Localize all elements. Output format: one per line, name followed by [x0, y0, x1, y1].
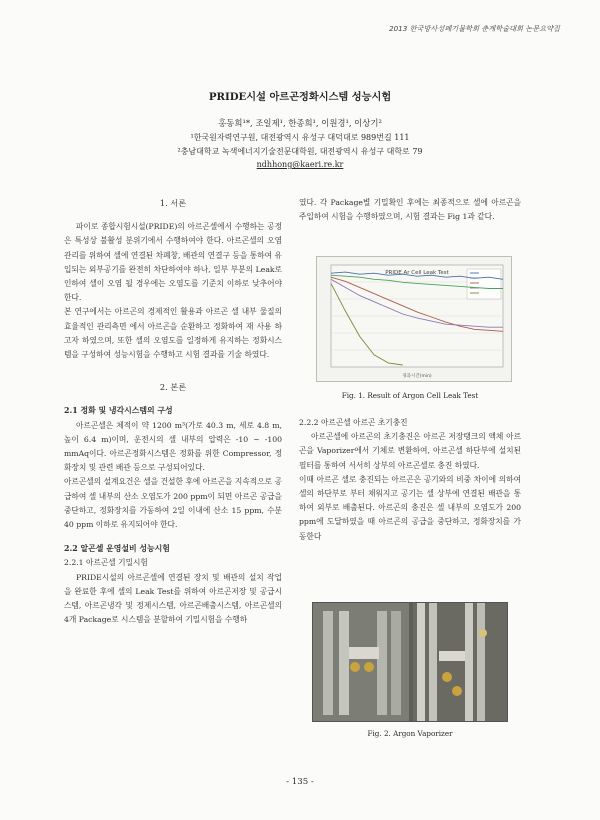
vaporizer-fin-column-3 [465, 603, 473, 721]
continued-paragraph: 였다. 각 Package별 기밀확인 후에는 최종적으로 셀에 아르곤을 주입하여 시험을 수행하였으며, 시험 결과는 Fig 1과 같다. [299, 198, 521, 222]
section-heading-body: 2. 본론 [159, 382, 187, 393]
figure-1-caption: Fig. 1. Result of Argon Cell Leak Test [341, 391, 479, 400]
email-line [0, 160, 600, 169]
vaporizer-pipe-4 [391, 611, 401, 715]
subsection-2-2-2-paragraph-1: 아르곤셀에 아르곤의 초기충진은 아르곤 저장탱크의 액체 아르곤을 Vaporizer에서 기체로 변환하여, 아르곤셀 하단부에 설치된 필터를 통하여 서서히 상부의 아르곤셀로 충진 하였다. [299, 432, 521, 470]
affiliation-1: ¹한국원자력연구원, 대전광역시 유성구 대덕대로 989번길 111 [190, 133, 410, 142]
figure-2-argon-vaporizer-photo [312, 602, 508, 722]
page-number: - 135 - [286, 777, 314, 787]
leak-test-chart-svg [317, 257, 511, 381]
subsection-2-2-1-paragraph: PRIDE시설의 아르곤셀에 연결된 장치 및 배관의 설치 작업을 완료한 후에 셀의 Leak Test를 위하여 아르곤저장 및 공급시스템, 아르곤냉각 및 정제시스템, 아르곤배출시스템, 아르곤셀의 4개 Package로 시스템을 분할하여 기밀시험을 수행하 [64, 572, 282, 625]
valve-yellow-1 [350, 662, 360, 672]
vaporizer-pipe-1 [323, 611, 333, 715]
author-email[interactable]: ndhhong@kaeri.re.kr [256, 160, 344, 169]
subsection-heading-2-1: 2.1 정화 및 냉각시스템의 구성 [64, 406, 173, 416]
left-column [64, 196, 282, 627]
intro-paragraph-2: 본 연구에서는 아르곤의 경제적인 활용과 아르곤 셀 내부 물질의 효율적인 관리측면 에서 아르곤을 순환하고 정화하여 재 사용 하고자 하였으며, 또한 셀의 오염도를 일정하게 유지하는 정화시스템을 구성하여 성능시험을 수행하고 시험 결과를 기술 하였다. [64, 307, 282, 360]
valve-yellow-2 [364, 662, 374, 672]
vaporizer-pipe-3 [377, 611, 387, 715]
subsection-heading-2-2-1: 2.2.1 아르곤셀 기밀시험 [64, 558, 148, 568]
vaporizer-pipe-2 [339, 611, 349, 715]
intro-paragraph-1: 파이로 종합시험시설(PRIDE)의 아르곤셀에서 수행하는 공정은 특성상 불활성 분위기에서 수행하여야 한다. 아르곤셀의 오염 관리를 위하여 셀에 연결된 차폐창, 배관의 연결구 등을 통하여 유입되는 외부공기를 완전히 차단하여야 하나, 일부 부분의 Leak로 인하여 셀이 오염 될 경우에는 오염도를 기준치 이하로 낮추어야 한다. [64, 222, 282, 303]
chart-legend [467, 269, 501, 299]
paper-title: PRIDE시설 아르곤정화시스템 성능시험 [208, 91, 392, 103]
vaporizer-photo-illustration [313, 603, 507, 721]
vaporizer-fin-column-1 [417, 603, 425, 721]
figure-1-leak-test-chart [316, 256, 512, 382]
vaporizer-fin-column-4 [477, 603, 485, 721]
subsection-2-1-paragraph-1: 아르곤셀은 체적이 약 1200 m³(가로 40.3 m, 세로 4.8 m, 높이 6.4 m)이며, 운전시의 셀 내부의 압력은 -10 ~ -100 mmAq이다. 아르곤정화시스템은 정화를 위한 Compressor, 정화장치 및 관련 배관 등으로 구성되어있다. [64, 420, 282, 473]
section-heading-intro: 1. 서론 [159, 198, 187, 208]
x-axis-label: 경과시간(min) [402, 374, 432, 379]
header-pipe [439, 651, 465, 661]
chart-title: PRIDE Ar Cell Leak Test [385, 270, 449, 276]
subsection-heading-2-2: 2.2 알곤셀 운영설비 성능시험 [64, 544, 170, 554]
author-list: 홍동희¹*, 조일제¹, 한종희¹, 이원경¹, 이상기² [218, 118, 382, 128]
photo-right-panel [413, 603, 507, 721]
legend-box [467, 269, 501, 299]
subsection-2-1-paragraph-2: 아르곤셀의 설계요건은 셀을 건설한 후에 아르곤을 지속적으로 공급하여 셀 내부의 산소 오염도가 200 ppm이 되면 아르곤 공급을 중단하고, 정화장치를 가동하여 2일 이내에 산소 15 ppm, 수분 40 ppm 이하로 유지되어야 한다. [64, 477, 282, 530]
affiliation-2: ²충남대학교 녹색에너지기술전문대학원, 대전광역시 유성구 대학로 79 [177, 147, 423, 156]
subsection-2-2-2-paragraph-2: 이때 아르곤 셀로 충진되는 아르곤은 공기와의 비중 차이에 의하여 셀의 하단부로 부터 채워지고 공기는 셀 상부에 연결된 배관을 통하여 외부로 배출된다. 아르곤의 충진은 셀 내부의 오염도가 200 ppm에 도달하였을 때 아르곤의 공급을 중단하고, 정화장치를 가동한다 [299, 474, 521, 541]
subsection-heading-2-2-2: 2.2.2 아르곤셀 아르곤 초기충진 [299, 418, 408, 427]
valve-yellow-3 [442, 672, 452, 682]
right-column-bottom [299, 416, 521, 544]
vaporizer-fin-column-2 [429, 603, 437, 721]
pressure-gauge [479, 629, 487, 637]
right-column-top [299, 196, 521, 224]
valve-yellow-4 [452, 686, 462, 696]
running-header: 2013 한국방사성폐기물학회 춘계학술대회 논문요약집 [389, 24, 560, 33]
manifold-block [349, 647, 379, 659]
figure-2-caption: Fig. 2. Argon Vaporizer [367, 729, 453, 738]
